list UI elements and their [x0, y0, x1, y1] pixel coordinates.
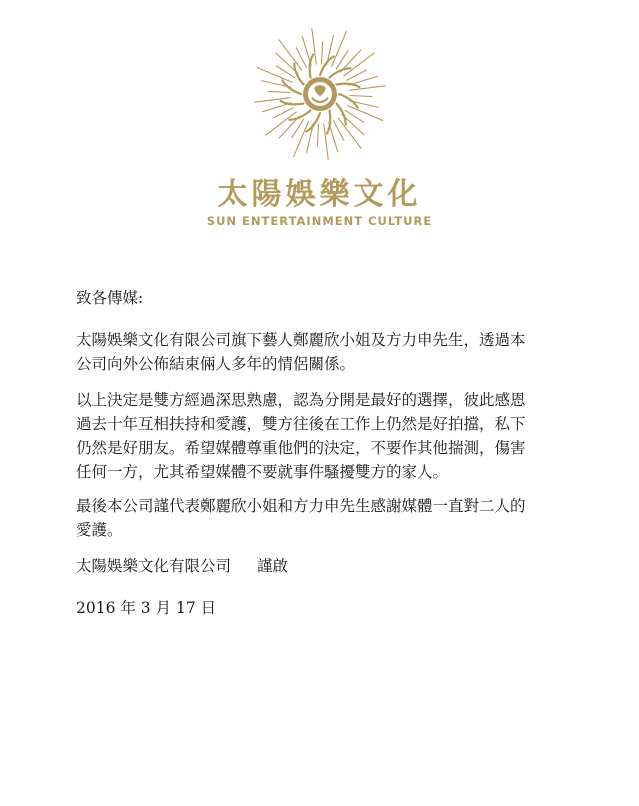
paragraph-line: 任何一方，尤其希望媒體不要就事件騷擾雙方的家人。 [76, 463, 449, 481]
signature-closing: 謹啟 [257, 557, 289, 575]
paragraph-line: 仍然是好朋友。希望媒體尊重他們的決定，不要作其他揣測，傷害 [76, 439, 526, 457]
letterhead [0, 28, 639, 238]
salutation: 致各傳媒: [76, 289, 144, 307]
paragraph-line: 愛護。 [76, 521, 123, 539]
letter-date: 2016 年 3 月 17 日 [76, 599, 217, 617]
paragraph-thanks [76, 494, 526, 542]
paragraph-line: 最後本公司謹代表鄭麗欣小姐和方力申先生感謝媒體一直對二人的 [76, 497, 526, 515]
sun-burst-icon [254, 28, 386, 160]
paragraph-line: 太陽娛樂文化有限公司旗下藝人鄭麗欣小姐及方力申先生，透過本 [76, 331, 526, 349]
paragraph-line: 公司向外公佈結束倆人多年的情侶關係。 [76, 355, 356, 373]
paragraph-announcement [76, 328, 526, 376]
company-name-chinese: 太陽娛樂文化 [217, 177, 422, 212]
company-name-english: SUN ENTERTAINMENT CULTURE [206, 214, 433, 228]
paragraph-decision [76, 388, 526, 484]
signature-company: 太陽娛樂文化有限公司 [76, 557, 232, 575]
paragraph-line: 以上決定是雙方經過深思熟慮，認為分開是最好的選擇，彼此感恩 [76, 391, 526, 409]
signature [76, 554, 288, 578]
paragraph-line: 過去十年互相扶持和愛護，雙方往後在工作上仍然是好拍擋，私下 [76, 415, 526, 433]
